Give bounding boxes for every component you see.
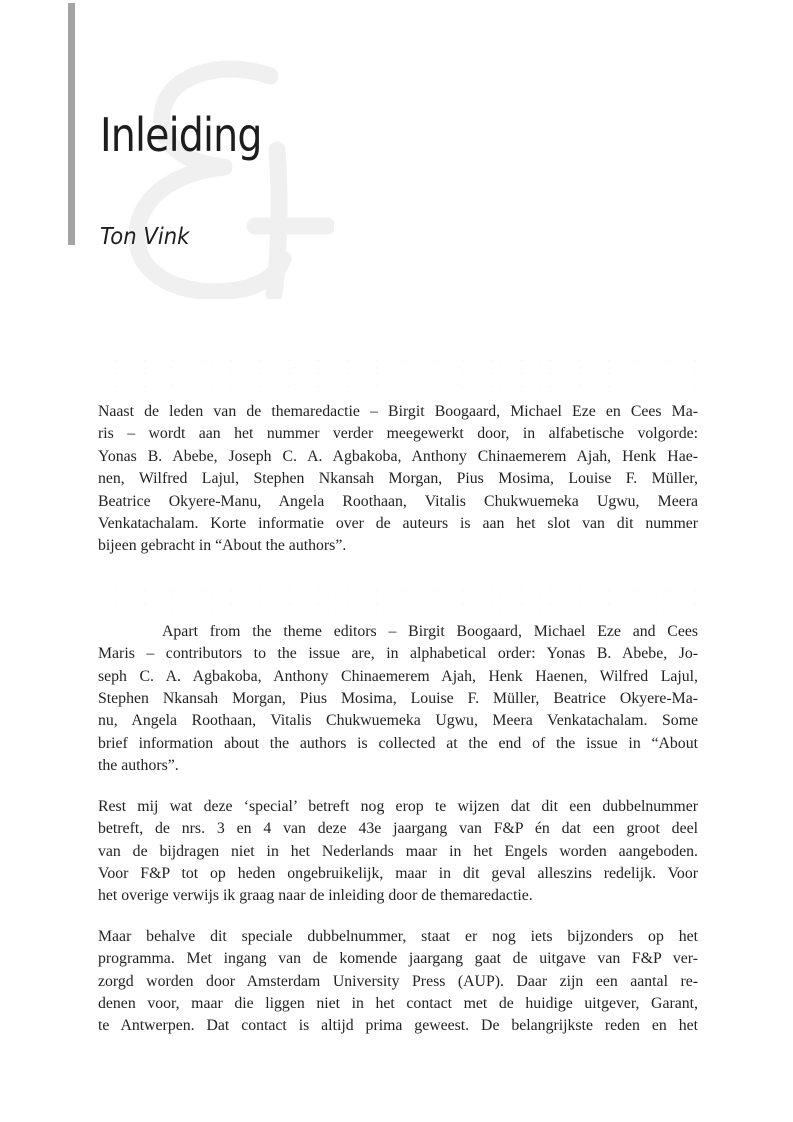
- paragraph-english-contributors: [98, 621, 698, 778]
- text-line: van de bijdragen niet in het Nederlands maar in het Engels worden aangeboden.: [98, 842, 698, 860]
- ampersand-watermark-icon: [124, 54, 334, 299]
- text-line: Venkatachalam. Korte informatie over de auteurs is aan het slot van dit nummer: [98, 515, 698, 533]
- margin-accent-bar: [68, 3, 75, 245]
- text-line: Maris – contributors to the issue are, in alphabetical order: Yonas B. Abebe, Jo-: [98, 645, 698, 663]
- text-line: nu, Angela Roothaan, Vitalis Chukwuemeka Ugwu, Meera Venkatachalam. Some: [98, 712, 698, 730]
- paragraph-special-double-issue: [98, 796, 698, 908]
- text-line: zorgd worden door Amsterdam University Press (AUP). Daar zijn een aantal re-: [98, 972, 698, 990]
- author-name: Ton Vink: [100, 224, 190, 250]
- text-line: nen, Wilfred Lajul, Stephen Nkansah Morgan, Pius Mosima, Louise F. Müller,: [98, 470, 698, 488]
- page-title: Inleiding: [100, 108, 262, 162]
- text-line: brief information about the authors is collected at the end of the issue in “About: [98, 734, 698, 752]
- text-line: Stephen Nkansah Morgan, Pius Mosima, Louise F. Müller, Beatrice Okyere-Ma-: [98, 690, 698, 708]
- print-showthrough-artifact: [98, 352, 698, 396]
- text-line: het overige verwijs ik graag naar de inleiding door de themaredactie.: [98, 887, 533, 905]
- text-line: bijeen gebracht in “About the authors”.: [98, 537, 347, 555]
- text-line: Yonas B. Abebe, Joseph C. A. Agbakoba, Anthony Chinaemerem Ajah, Henk Hae-: [98, 447, 698, 465]
- text-line: programma. Met ingang van de komende jaargang gaat de uitgave van F&P ver-: [98, 950, 698, 968]
- text-line: Apart from the theme editors – Birgit Boogaard, Michael Eze and Cees: [162, 622, 698, 640]
- text-line: Maar behalve dit speciale dubbelnummer, staat er nog iets bijzonders op het: [98, 927, 698, 945]
- paragraph-publisher-change: [98, 926, 698, 1038]
- text-line: Beatrice Okyere-Manu, Angela Roothaan, Vitalis Chukwuemeka Ugwu, Meera: [98, 492, 698, 510]
- text-line: Voor F&P tot op heden ongebruikelijk, maar in dit geval alleszins redelijk. Voor: [98, 864, 698, 882]
- paragraph-dutch-contributors: [98, 401, 698, 558]
- text-line: the authors”.: [98, 757, 179, 775]
- text-line: ris – wordt aan het nummer verder meegewerkt door, in alfabetische volgorde:: [98, 425, 698, 443]
- text-line: betreft, de nrs. 3 en 4 van deze 43e jaargang van F&P én dat een groot deel: [98, 820, 698, 838]
- text-line: seph C. A. Agbakoba, Anthony Chinaemerem Ajah, Henk Haenen, Wilfred Lajul,: [98, 667, 698, 685]
- text-line: Rest mij wat deze ‘special’ betreft nog erop te wijzen dat dit een dubbelnummer: [98, 797, 698, 815]
- body-text: [98, 401, 698, 1038]
- text-line: denen voor, maar die liggen niet in het contact met de huidige uitgever, Garant,: [98, 994, 698, 1012]
- text-line: Naast de leden van de themaredactie – Birgit Boogaard, Michael Eze en Cees Ma-: [98, 403, 698, 420]
- text-line: te Antwerpen. Dat contact is altijd prima geweest. De belangrijkste reden en het: [98, 1017, 698, 1035]
